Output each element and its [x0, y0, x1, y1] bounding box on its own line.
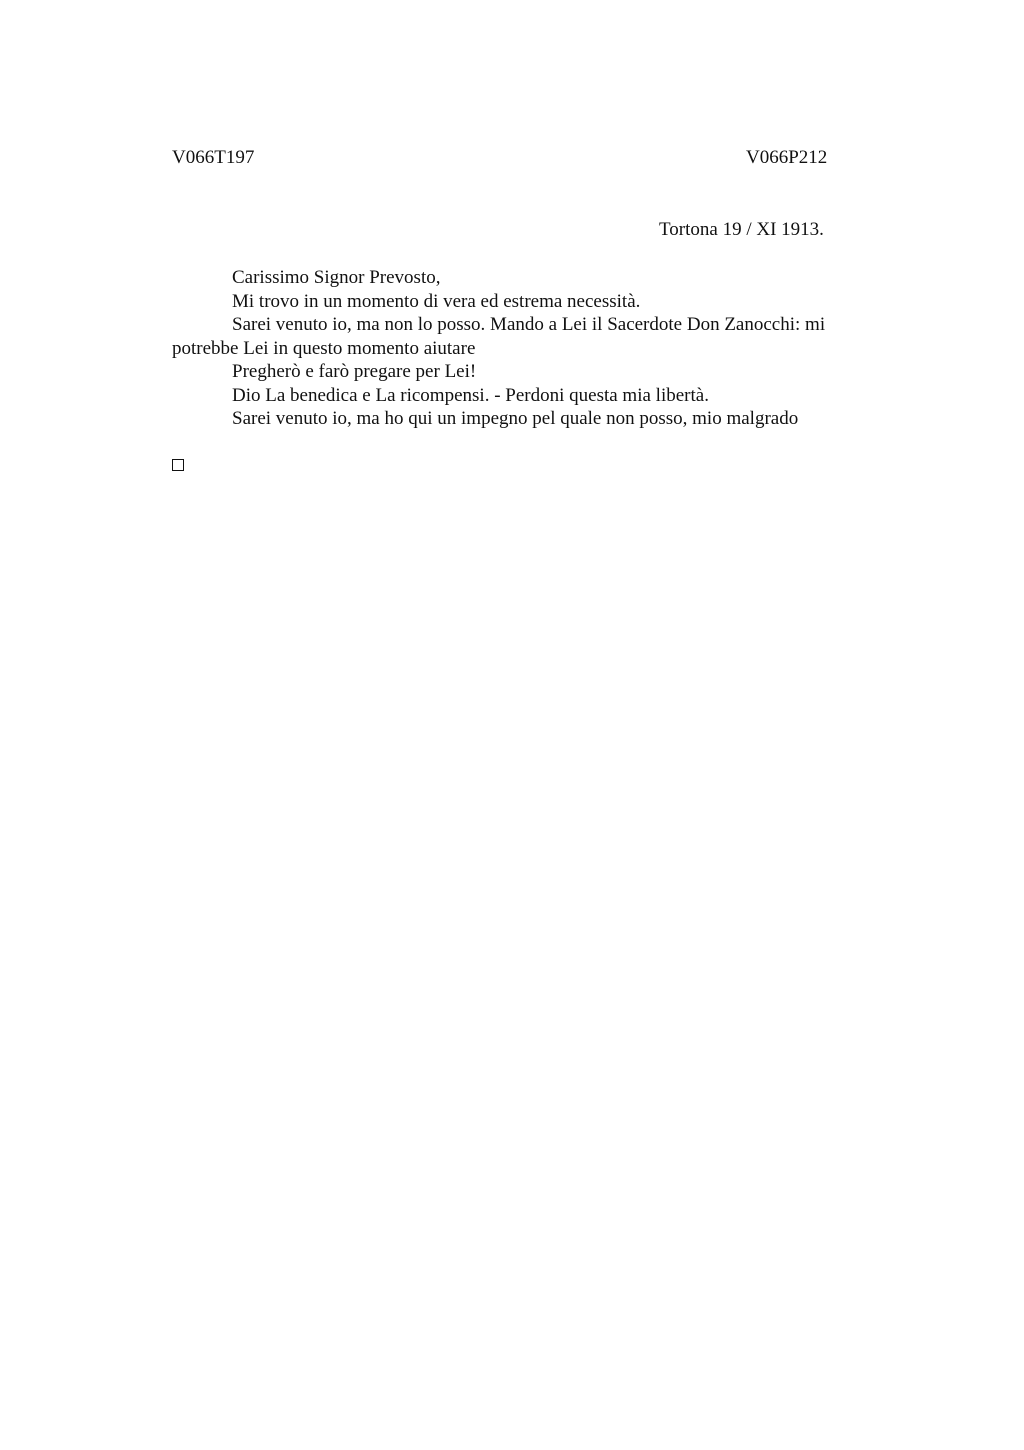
letter-paragraph: Pregherò e farò pregare per Lei!	[232, 361, 477, 382]
document-reference-left: V066T197	[172, 147, 255, 168]
letter-paragraph: Mi trovo in un momento di vera ed estrema necessità.	[232, 290, 641, 312]
letter-paragraph: Dio La benedica e La ricompensi. - Perdoni questa mia libertà.	[232, 384, 709, 406]
document-reference-right: V066P212	[746, 147, 828, 168]
letter-body	[172, 266, 892, 431]
letter-paragraph: Sarei venuto io, ma non lo posso. Mando a Lei il Sacerdote Don Zanocchi: mi potrebbe Lei in questo momento aiutare	[172, 314, 826, 359]
letter-paragraph: Sarei venuto io, ma ho qui un impegno pel quale non posso, mio malgrado	[232, 408, 799, 429]
letter-date: Tortona 19 / XI 1913.	[659, 219, 824, 240]
letter-salutation: Carissimo Signor Prevosto,	[232, 267, 441, 288]
checkbox-square-icon	[172, 459, 184, 471]
